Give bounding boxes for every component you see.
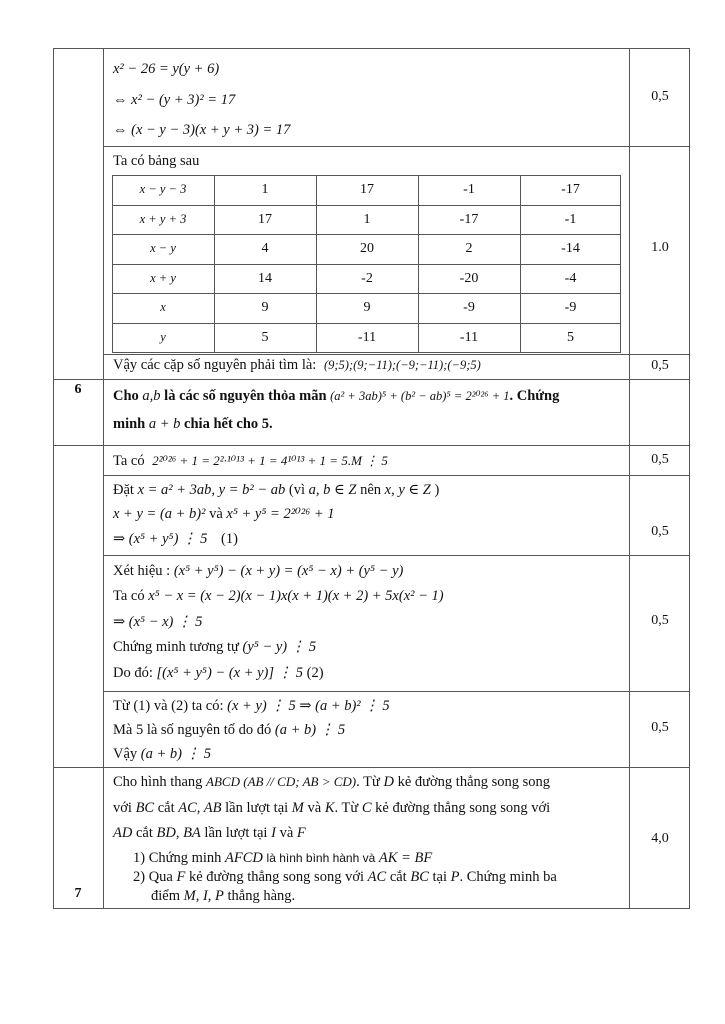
step-line — [113, 529, 238, 549]
math: K — [324, 800, 335, 816]
conclusion-text — [113, 355, 481, 375]
text: Mà 5 là số nguyên tố do đó — [113, 722, 272, 738]
table-cell: -17 — [459, 211, 479, 227]
table-row-header: x + y — [150, 270, 176, 285]
text: kẻ đường thẳng song song — [397, 774, 551, 790]
border-right — [689, 48, 690, 909]
step-line — [113, 637, 316, 657]
problem-6-line-1 — [113, 386, 559, 406]
text: điểm — [151, 888, 180, 904]
math: (x + y) ⋮ 5 ⇒ (a + b)² ⋮ 5 — [227, 698, 390, 714]
table-grid-line — [112, 352, 621, 353]
text: ) — [434, 482, 440, 498]
table-cell: 17 — [258, 211, 272, 227]
math: x = a² + 3ab, y = b² − ab — [137, 482, 286, 498]
text: . Từ — [356, 774, 380, 790]
problem-7-line-2 — [113, 798, 550, 818]
answer-sheet-table — [53, 48, 690, 909]
math: AC, AB — [178, 800, 222, 816]
problem-number: 7 — [74, 886, 82, 901]
text: là các số nguyên thỏa mãn — [164, 388, 327, 404]
table-cell: -1 — [463, 182, 475, 197]
text: Chứng minh tương tự — [113, 639, 239, 655]
score: 0,5 — [651, 524, 669, 539]
problem-7-item-2 — [133, 867, 557, 887]
integer-pairs: (9;5);(9;−11);(−9;−11);(−9;5) — [323, 358, 481, 372]
score: 0,5 — [651, 720, 669, 735]
table-row-header: x — [160, 300, 166, 314]
table-cell: 1 — [261, 182, 269, 197]
text: (2) — [306, 665, 324, 681]
math: P — [450, 869, 460, 885]
text: lần lượt tại — [204, 825, 268, 841]
row-sep — [103, 555, 690, 556]
text: với — [113, 800, 132, 816]
table-row-header: x − y − 3 — [139, 182, 187, 196]
table-row-header: x − y — [150, 241, 176, 255]
table-cell: 1 — [363, 211, 371, 227]
conclusion-label: Vậy các cặp số nguyên phải tìm là: — [113, 357, 317, 373]
step-line — [113, 586, 444, 606]
text: 2) Qua — [133, 869, 173, 885]
table-cell: 20 — [360, 241, 374, 256]
border-bottom — [53, 908, 690, 909]
table-cell: 9 — [261, 300, 269, 315]
text: Vậy — [113, 746, 138, 762]
math: D — [383, 774, 394, 790]
row-sep — [53, 767, 690, 768]
score: 1.0 — [651, 240, 669, 255]
table-cell: -2 — [361, 270, 373, 286]
text: . Từ — [334, 800, 359, 816]
text: nên — [360, 482, 382, 498]
score: 0,5 — [651, 89, 669, 104]
table-cell: -17 — [561, 182, 580, 197]
step-line — [113, 744, 211, 764]
math: (y⁵ − y) ⋮ 5 — [242, 639, 317, 655]
border-top — [53, 48, 690, 49]
problem-7-item-1 — [133, 848, 432, 868]
step-line — [113, 561, 403, 581]
text: và — [209, 506, 223, 522]
row-sep — [53, 445, 690, 446]
math: a, b ∈ Z — [308, 482, 357, 498]
math: M — [291, 800, 304, 816]
table-row-header: x + y + 3 — [139, 211, 187, 226]
step-line — [113, 696, 390, 716]
table-cell: 2 — [465, 241, 473, 256]
equation-line: x² − 26 = y(y + 6) — [113, 61, 220, 77]
math: a + b — [148, 416, 181, 432]
math: C — [361, 800, 372, 816]
text: kẻ đường thẳng song song với — [188, 869, 365, 885]
math: 2²⁰²⁶ + 1 = 2²·¹⁰¹³ + 1 = 4¹⁰¹³ + 1 = 5.M ⋮ 5 — [152, 453, 388, 468]
text: (vì — [288, 482, 306, 498]
table-cell: -4 — [564, 270, 577, 286]
text: là hình bình hành và — [266, 851, 376, 865]
col-divider-score — [629, 48, 630, 909]
math: x + y = (a + b)² — [113, 506, 206, 522]
text: Cho hình thang — [113, 774, 203, 790]
row-sep — [53, 379, 690, 380]
text: cắt — [389, 869, 407, 885]
text: Cho — [113, 388, 139, 404]
math: BC — [135, 800, 155, 816]
table-cell: -11 — [459, 329, 479, 345]
problem-7-line-1 — [113, 772, 550, 792]
math: x⁵ − x = (x − 2)(x − 1)x(x + 1)(x + 2) + 5x(x² − 1) — [148, 588, 444, 604]
step-line — [113, 504, 335, 524]
text: Ta có — [113, 588, 145, 604]
text: . Chứng — [509, 388, 560, 404]
math: AK = BF — [378, 850, 433, 866]
row-sep — [103, 475, 690, 476]
text: cắt — [157, 800, 175, 816]
text: lần lượt tại — [225, 800, 289, 816]
table-cell: -20 — [459, 270, 479, 286]
table-intro: Ta có bảng sau — [113, 153, 200, 169]
math: BC — [410, 869, 429, 885]
text: kẻ đường thẳng song song với — [375, 800, 551, 816]
table-cell: 5 — [567, 329, 574, 345]
text: cắt — [135, 825, 153, 841]
border-left — [53, 48, 54, 909]
text: thẳng hàng. — [227, 888, 296, 904]
math: F — [176, 869, 186, 885]
math: (a + b) ⋮ 5 — [274, 722, 346, 738]
step-line: ⇒ (x⁵ − x) ⋮ 5 — [113, 614, 203, 630]
text: và — [307, 800, 322, 816]
text: và — [279, 825, 294, 841]
table-cell: 14 — [258, 270, 272, 286]
math: (x⁵ + y⁵) − (x + y) = (x⁵ − x) + (y⁵ − y) — [173, 563, 404, 579]
text: chia hết cho — [184, 416, 259, 432]
text: 5. — [261, 416, 273, 432]
text: minh — [113, 416, 146, 432]
math: BD, BA — [156, 825, 201, 841]
table-cell: -11 — [357, 329, 377, 345]
text: Đặt — [113, 482, 134, 498]
table-cell: -14 — [561, 241, 580, 256]
row-sep — [103, 691, 690, 692]
math: F — [296, 825, 306, 841]
math: M, I, P — [183, 888, 224, 904]
math: x, y ∈ Z — [384, 482, 431, 498]
step-line — [113, 480, 439, 500]
table-cell: 5 — [261, 329, 269, 345]
step-line — [113, 451, 388, 471]
solution-table — [112, 175, 621, 352]
step-line — [113, 663, 324, 683]
score: 0,5 — [651, 452, 669, 467]
score: 0,5 — [651, 358, 669, 373]
text: . Chứng minh ba — [459, 869, 557, 885]
math: (a + b) ⋮ 5 — [140, 746, 211, 762]
problem-7-item-2-cont — [151, 886, 295, 906]
table-cell: 4 — [261, 241, 269, 256]
text: (1) — [221, 531, 238, 547]
math: x⁵ + y⁵ = 2²⁰²⁶ + 1 — [226, 506, 335, 522]
table-cell: -9 — [463, 300, 475, 315]
text: tại — [432, 869, 447, 885]
math: AFCD — [225, 850, 263, 866]
text: Do đó: — [113, 665, 153, 681]
score: 0,5 — [651, 613, 669, 628]
equation-line: ⇔ (x − y − 3)(x + y + 3) = 17 — [113, 122, 291, 138]
math: AD — [113, 825, 133, 841]
math: (a² + 3ab)⁵ + (b² − ab)⁵ = 2²⁰²⁶ + 1 — [330, 389, 510, 403]
math: ABCD (AB // CD; AB > CD) — [206, 774, 357, 789]
col-divider-num — [103, 48, 104, 909]
table-row-header: y — [160, 329, 166, 344]
text: Ta có — [113, 453, 145, 469]
text: Từ (1) và (2) ta có: — [113, 698, 224, 714]
table-cell: -1 — [564, 211, 577, 227]
problem-6-line-2 — [113, 414, 273, 434]
table-cell: 9 — [363, 300, 371, 315]
table-cell: 17 — [360, 182, 374, 197]
math: [(x⁵ + y⁵) − (x + y)] ⋮ 5 — [156, 665, 304, 681]
equation-line: ⇔ x² − (y + 3)² = 17 — [113, 92, 236, 108]
score: 4,0 — [651, 831, 669, 846]
math: I — [271, 825, 276, 841]
problem-number: 6 — [74, 382, 82, 397]
table-cell: -9 — [564, 300, 577, 315]
step-line — [113, 720, 345, 740]
math: ⇒ (x⁵ + y⁵) ⋮ 5 — [113, 531, 208, 547]
row-sep — [103, 146, 690, 147]
math: AC — [367, 869, 387, 885]
text: 1) Chứng minh — [133, 850, 222, 866]
problem-7-line-3 — [113, 823, 306, 843]
math: a,b — [142, 388, 161, 404]
text: Xét hiệu : — [113, 563, 171, 579]
